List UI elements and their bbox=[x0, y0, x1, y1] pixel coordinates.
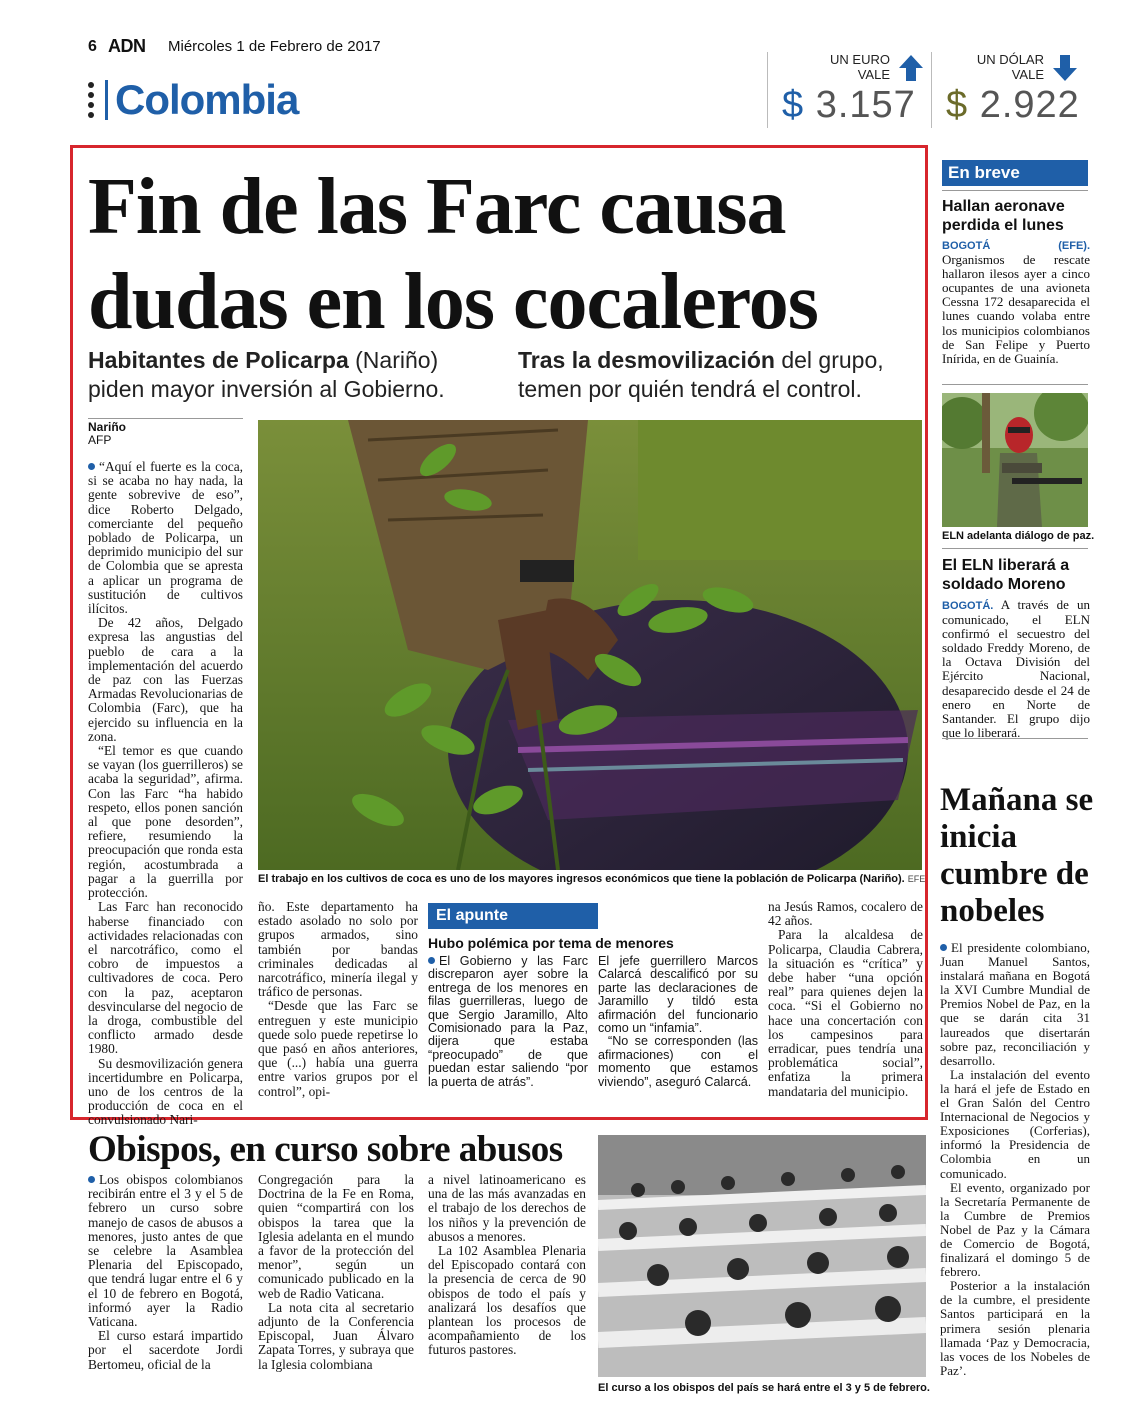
obispos-headline: Obispos, en curso sobre abusos bbox=[88, 1129, 563, 1170]
byline-place: Nariño bbox=[88, 420, 127, 434]
arrow-up-icon bbox=[898, 54, 924, 82]
bullet-icon bbox=[428, 957, 435, 964]
apunte-title: Hubo polémica por tema de menores bbox=[428, 935, 674, 951]
coca-harvest-photo bbox=[258, 420, 922, 870]
story-column-5: na Jesús Ramos, cocalero de 42 años. Para la alcaldesa de Policarpa, Claudia Cabrera, la situación es “crítica” y debe haber “una opción real” para quienes dejen la coca. “Si el Gobierno no hace una concertación con los campesinos para erradicar, pues tendría una problemática social”, enfatiza la primera mandataria del municipio. bbox=[768, 899, 923, 1099]
subheadline-left: Habitantes de Policarpa (Nariño) piden mayor inversión al Gobierno. bbox=[88, 347, 445, 402]
bullet-icon bbox=[88, 1176, 95, 1183]
section-dots-icon bbox=[88, 82, 96, 122]
breve-item1-text: BOGOTÁ (EFE). Organismos de rescate hallaron ilesos ayer a cinco ocupantes de una avioneta Cessna 172 desaparecida el lunes cuando volaba entre los municipios colombianos de San Felipe y Puerto Inírida, en de Guainía. bbox=[942, 240, 1090, 366]
subheadline-right: Tras la desmovilización del grupo, temen por quién tendrá el control. bbox=[518, 347, 884, 402]
dolar-rate-box bbox=[931, 52, 1082, 128]
breve-rule bbox=[942, 548, 1088, 549]
bishops-assembly-photo bbox=[598, 1135, 926, 1377]
main-photo-caption: El trabajo en los cultivos de coca es uno de los mayores ingresos económicos que tiene la población de Policarpa (Nariño). EFE bbox=[258, 873, 926, 885]
nobeles-body: El presidente colombiano, Juan Manuel Santos, instalará mañana en Bogotá la XVI Cumbre Mundial de Premios Nobel de Paz, en la que se darán cita 31 laureados que disertarán sobre paz, reconciliación y desarrollo. La instalación del evento la hará el jefe de Estado en el Gran Salón del Centro Internacional de Negocios y Exposiciones (Corferias), informó la Presidencia de Colombia en un comunicado. El evento, organizado por la Secretaría Permanente de la Cumbre de Premios Nobel de Paz y la Cámara de Comercio de Bogotá, finalizará el domingo 5 de febrero. Posterior a la instalación de la cumbre, el presidente Santos participará en la primera sesión plenaria llamada ‘Paz y Democracia, las voces de los Nobeles de Paz’. bbox=[940, 940, 1090, 1378]
apunte-column-1: El Gobierno y las Farc discreparon ayer sobre la entrega de los menores en filas guerrilleras, luego de que Sergio Jaramillo, Alto Comisionado para la Paz, dijera que estaba “preocupado” de que puedan estar saliendo “por la puerta de atrás”. bbox=[428, 954, 588, 1089]
page-number: 6 bbox=[88, 38, 97, 55]
breve-item2-headline: El ELN liberará a soldado Moreno bbox=[942, 557, 1070, 593]
side-photo-caption: ELN adelanta diálogo de paz. bbox=[942, 530, 1095, 542]
breve-label: En breve bbox=[948, 163, 1020, 182]
arrow-down-icon bbox=[1052, 54, 1078, 82]
breve-item2-text: BOGOTÁ. A través de un comunicado, el ELN confirmó el secuestro del soldado Freddy Moreno, de la Octava División del Ejército Nacional, desaparecido desde el 24 de enero en Norte de Santander. El grupo dijo que lo liberará. bbox=[942, 597, 1090, 740]
eln-guerrilla-photo bbox=[942, 393, 1088, 527]
bullet-icon bbox=[88, 463, 95, 470]
apunte-column-2: El jefe guerrillero Marcos Calarcá descalificó por su parte las declaraciones de Jaramillo y tildó esta afirmación del funcionario como un “infamia”. “No se corresponden (las afirmaciones) con el momento que estamos viviendo”, aseguró Calarcá. bbox=[598, 954, 758, 1089]
breve-item1-headline: Hallan aeronave perdida el lunes bbox=[942, 198, 1065, 234]
euro-label: UN EURO VALE bbox=[830, 52, 890, 82]
story-column-2: ño. Este departamento ha estado asolado no solo por grupos armados, sino también por bandas criminales dedicadas al narcotráfico, minería ilegal y tráfico de personas. “Desde que las Farc se entreguen y este municipio quede solo puede repetirse lo que pasó en años anteriores, que (...) había una guerra entre varios grupos por el control”, opi- bbox=[258, 899, 418, 1099]
nobeles-headline: Mañana se inicia cumbre de nobeles bbox=[940, 782, 1094, 929]
obispos-column-2: Congregación para la Doctrina de la Fe en Roma, quien “compartirá con los obispos la tarea que la Iglesia adelanta en el mundo a favor de la protección del menor”, según un comunicado publicado en la web de Radio Vaticana. La nota cita al secretario adjunto de la Conferencia Episcopal, Juan Álvaro Zapata Torres, y subraya que la Iglesia colombiana bbox=[258, 1172, 414, 1372]
dolar-value: $ 2.922 bbox=[946, 84, 1080, 126]
breve-rule bbox=[942, 190, 1088, 191]
story-column-1: “Aquí el fuerte es la coca, si se acaba no hay nada, la gente sobrevive de eso”, dice Roberto Delgado, comerciante del pequeño poblado de Policarpa, un deprimido municipio del sur de Colombia que se apresta a aplicar un programa de sustitución de cultivos ilícitos. De 42 años, Delgado expresa las angustias del pueblo de cara a la implementación del acuerdo de paz con las Fuerzas Armadas Revolucionarias de Colombia (Farc), que ha ejercido su influencia en la zona. “El temor es que cuando se vayan (los guerrilleros) se acaba la seguridad”, afirma. Con las Farc “ha habido respeto, ellos ponen sanción al que pone desorden”, refiere, resumiendo la preocupación que ronda esta región, acostumbrada a pagar a la guerrilla por protección. Las Farc han reconocido haberse financiado con actividades relacionadas con el narcotráfico, como el cobro de impuestos a cultivadores de coca. Pero con la paz, aceptaron desvincularse del negocio de la droga, combustible del conflicto armado desde 1980. Su desmovilización genera incertidumbre en Policarpa, uno de los centros de la producción de coca en el convulsionado Nari- bbox=[88, 459, 243, 1128]
byline-agency: AFP bbox=[88, 433, 112, 447]
obispos-column-3: a nivel latinoamericano es una de las más avanzadas en el trabajo de los derechos de los niños y la prevención de abusos a menores. La 102 Asamblea Plenaria del Episcopado contará con la presencia de cerca de 90 obispos de todo el país y analizará los desafíos que plantean los procesos de acompañamiento de los futuros pastores. bbox=[428, 1172, 586, 1358]
breve-rule bbox=[942, 738, 1088, 739]
euro-rate-box bbox=[767, 52, 928, 128]
brand-logo: ADN bbox=[108, 36, 146, 56]
euro-value: $ 3.157 bbox=[782, 84, 916, 126]
apunte-label: El apunte bbox=[436, 907, 509, 924]
bullet-icon bbox=[940, 944, 947, 951]
dolar-label: UN DÓLAR VALE bbox=[976, 52, 1044, 82]
obispos-column-1: Los obispos colombianos recibirán entre el 3 y el 5 de febrero un curso sobre manejo de casos de abusos a menores, justo antes de que se celebre la Asamblea Plenaria del Episcopado, que tendrá lugar entre el 6 y el 10 de febrero en Bogotá, informó ayer la Radio Vaticana. El curso estará impartido por el sacerdote Jordi Bertomeu, oficial de la bbox=[88, 1172, 243, 1372]
issue-date: Miércoles 1 de Febrero de 2017 bbox=[168, 38, 381, 55]
breve-rule bbox=[942, 384, 1088, 385]
bottom-photo-caption: El curso a los obispos del país se hará entre el 3 y 5 de febrero. bbox=[598, 1382, 930, 1394]
section-title: Colombia bbox=[115, 76, 299, 123]
section-divider bbox=[105, 80, 108, 120]
main-headline: Fin de las Farc causa dudas en los cocaleros bbox=[88, 163, 818, 346]
byline-rule bbox=[88, 418, 243, 419]
